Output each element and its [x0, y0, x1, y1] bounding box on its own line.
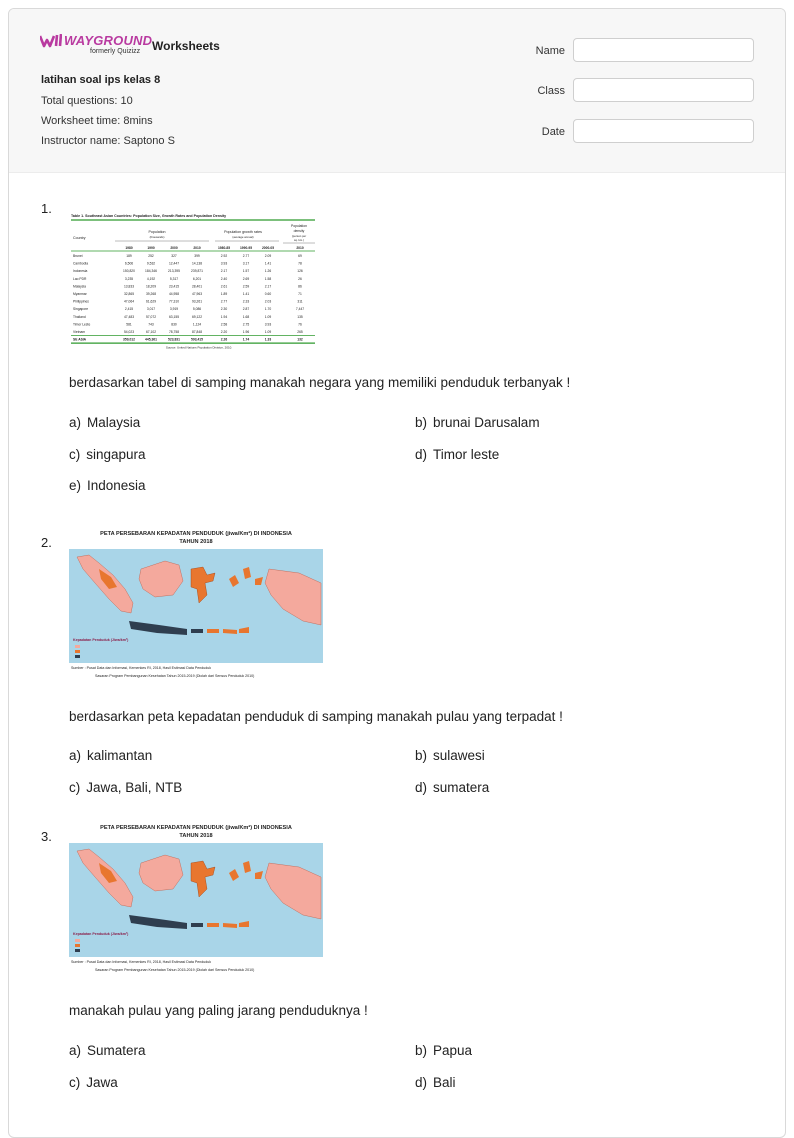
table-country: Indonesia	[73, 269, 88, 274]
table-cell: 150,820	[123, 269, 135, 274]
option-text: Malaysia	[87, 415, 141, 430]
table-cell: 78,758	[168, 330, 180, 334]
table-cell: 77,310	[168, 299, 180, 304]
table-cell: 2.40	[220, 276, 228, 281]
table-cell: 69	[298, 254, 302, 258]
table-year: 1980-85	[217, 246, 231, 250]
indonesia-density-map	[69, 823, 323, 975]
indonesia-density-map	[69, 529, 323, 681]
density-map-image	[69, 823, 323, 975]
question-number: 1.	[41, 201, 52, 216]
option-text: Jawa, Bali, NTB	[86, 780, 183, 795]
table-cell: 87,848	[191, 330, 203, 334]
legend-swatch	[75, 939, 80, 942]
table-cell: 311	[297, 299, 303, 304]
table-cell: 2.69	[242, 276, 250, 281]
table-year: 2010	[193, 246, 201, 250]
legend-title: Kepadatan Penduduk (Jiwa/km²)	[73, 932, 129, 936]
table-cell: 5,317	[169, 276, 179, 281]
option-a[interactable]	[69, 1043, 146, 1058]
table-cell: 189	[126, 254, 132, 258]
table-cell: 830	[171, 322, 177, 327]
map-source-1: Sumber : Pusat Data dan Informasi, Kemenkes RI, 2018, Hasil Estimasi Data Penduduk	[71, 960, 212, 964]
table-cell: 1.94	[220, 314, 228, 319]
table-cell: 5,086	[192, 307, 202, 312]
table-header: sq. km.)	[294, 238, 304, 242]
instructor-name: Instructor name: Saptono S	[41, 135, 175, 147]
date-label: Date	[541, 126, 565, 138]
class-label: Class	[537, 85, 565, 97]
option-text: sumatera	[433, 780, 490, 795]
option-c[interactable]	[69, 447, 146, 462]
table-cell: 26	[298, 276, 302, 281]
table-cell: 2.30	[220, 307, 228, 312]
map-subtitle: TAHUN 2018	[179, 539, 213, 545]
table-cell: 67,102	[145, 330, 157, 334]
table-country: Philippines	[73, 299, 89, 304]
table-cell: 28,401	[191, 284, 203, 289]
brand-logo	[40, 33, 153, 57]
date-field[interactable]	[573, 119, 754, 143]
option-c[interactable]	[69, 780, 182, 795]
question-text: berdasarkan tabel di samping manakah negara yang memiliki penduduk terbanyak !	[69, 375, 571, 390]
table-cell: 47,483	[123, 314, 135, 319]
population-table-image	[69, 209, 321, 355]
table-cell: 743	[148, 322, 154, 327]
table-cell: 1.26	[264, 269, 272, 274]
table-cell: 3,919	[169, 307, 179, 312]
table-cell: 93,261	[191, 299, 203, 304]
table-header: Population growth rates	[224, 230, 262, 234]
table-cell: 2.17	[220, 269, 228, 274]
table-cell: 1.41	[264, 261, 272, 266]
table-cell: 3,235	[124, 276, 134, 281]
option-letter: e)	[69, 478, 82, 493]
table-cell: 252	[148, 254, 154, 258]
table-country: Vietnam	[73, 330, 86, 334]
table-country: Brunei	[73, 254, 83, 258]
table-cell: 2.03	[264, 299, 272, 304]
option-text: Jawa	[86, 1075, 118, 1090]
table-total: SE ASIA	[73, 337, 87, 342]
legend-title: Kepadatan Penduduk (Jiwa/km²)	[73, 638, 129, 642]
table-total: 445,361	[145, 337, 157, 342]
table-cell: 3,017	[146, 307, 156, 312]
option-letter: a)	[69, 1043, 82, 1058]
option-d[interactable]	[415, 447, 499, 462]
table-cell: 265	[297, 330, 303, 334]
option-text: Sumatera	[87, 1043, 146, 1058]
worksheet-time: Worksheet time: 8mins	[41, 115, 153, 127]
option-letter: b)	[415, 415, 428, 430]
table-header: density	[293, 229, 305, 233]
option-d[interactable]	[415, 780, 489, 795]
table-cell: 135	[297, 314, 303, 319]
table-total: 2.26	[220, 337, 228, 342]
table-cell: 7,447	[295, 307, 305, 312]
table-total: 1.74	[242, 337, 250, 342]
table-title: Table 1. Southeast Asian Countries: Population Size, Growth Rates and Population Density	[71, 214, 227, 218]
table-cell: 18,209	[145, 284, 157, 289]
option-letter: c)	[69, 780, 81, 795]
table-cell: 39,268	[145, 292, 157, 296]
map-source-2: Sasaran Program Pembangunan Kesehatan Tahun 2015-2019 (Diolah dari Sensus Penduduk 2010)	[95, 968, 255, 972]
table-year: 1990-95	[239, 246, 253, 250]
table-source: Source: United Nations Population Division, 2010.	[165, 345, 233, 350]
table-cell: 2.77	[242, 254, 250, 258]
class-field[interactable]	[573, 78, 754, 102]
option-text: Papua	[433, 1043, 473, 1058]
table-year: 2000-05	[261, 246, 275, 250]
table-cell: 2.09	[264, 254, 272, 258]
map-source-1: Sumber : Pusat Data dan Informasi, Kemenkes RI, 2018, Hasil Estimasi Data Penduduk	[71, 666, 212, 670]
table-cell: 2.58	[220, 322, 228, 327]
density-map-image	[69, 529, 323, 681]
table-cell: 86	[298, 284, 302, 289]
table-header: (average annual)	[232, 235, 254, 239]
table-cell: 3.93	[220, 261, 228, 266]
table-cell: 581	[126, 322, 132, 327]
option-text: brunai Darusalam	[433, 415, 540, 430]
option-letter: a)	[69, 415, 82, 430]
option-b[interactable]	[415, 1043, 472, 1058]
option-letter: d)	[415, 1075, 428, 1090]
population-table	[69, 209, 321, 355]
table-cell: 1.96	[242, 330, 250, 334]
table-cell: 12,447	[168, 261, 180, 266]
brand-subtitle: formerly Quizizz	[90, 48, 141, 55]
option-text: kalimantan	[87, 748, 153, 763]
map-source-2: Sasaran Program Pembangunan Kesehatan Tahun 2015-2019 (Diolah dari Sensus Penduduk 2010)	[95, 674, 255, 678]
table-cell: 32,865	[123, 292, 135, 296]
table-cell: 239,871	[191, 269, 203, 274]
table-cell: 2.77	[220, 299, 228, 304]
table-total: 523,831	[168, 337, 180, 342]
option-letter: d)	[415, 447, 428, 462]
option-letter: b)	[415, 1043, 428, 1058]
legend-swatch	[75, 944, 80, 947]
option-letter: c)	[69, 447, 81, 462]
table-cell: 2.59	[242, 284, 250, 289]
table-cell: 23,415	[168, 284, 180, 289]
total-questions: Total questions: 10	[41, 95, 133, 107]
table-cell: 184,346	[145, 269, 157, 274]
table-cell: 61,629	[145, 299, 157, 304]
option-letter: c)	[69, 1075, 81, 1090]
name-label: Name	[535, 45, 565, 57]
table-country: Cambodia	[73, 261, 89, 266]
legend-swatch	[75, 655, 80, 658]
option-text: Bali	[433, 1075, 456, 1090]
table-cell: 1.41	[242, 292, 250, 296]
option-letter: a)	[69, 748, 82, 763]
option-text: singapura	[86, 447, 146, 462]
table-cell: 2.61	[220, 284, 228, 289]
brand-mark-icon	[40, 34, 62, 48]
question-text: berdasarkan peta kepadatan penduduk di samping manakah pulau yang terpadat !	[69, 709, 563, 724]
map-title: PETA PERSEBARAN KEPADATAN PENDUDUK (jiwa/Km²) DI INDONESIA	[100, 825, 292, 831]
table-header: (person per	[291, 234, 307, 238]
table-cell: 0.60	[264, 292, 272, 296]
question-number: 3.	[41, 829, 52, 844]
option-a[interactable]	[69, 748, 152, 763]
table-year: 2010	[296, 246, 304, 250]
map-title: PETA PERSEBARAN KEPADATAN PENDUDUK (jiwa/Km²) DI INDONESIA	[100, 531, 292, 537]
table-cell: 1.68	[242, 314, 250, 319]
option-text: Timor leste	[433, 447, 500, 462]
table-cell: 2.92	[220, 254, 228, 258]
table-header: Population	[290, 224, 308, 228]
table-country: Singapore	[73, 307, 89, 312]
table-cell: 1.09	[264, 314, 272, 319]
table-cell: 1.58	[264, 276, 272, 281]
table-cell: 76	[298, 322, 302, 327]
table-cell: 399	[194, 254, 200, 258]
option-a[interactable]	[69, 415, 140, 430]
worksheet-header	[9, 9, 785, 173]
table-total: 359,012	[123, 337, 135, 342]
option-text: Indonesia	[87, 478, 146, 493]
table-total: 593,415	[191, 337, 203, 342]
option-e[interactable]	[69, 478, 146, 493]
table-cell: 1.89	[220, 292, 228, 296]
table-cell: 13,833	[123, 284, 135, 289]
table-cell: 2.17	[264, 284, 272, 289]
table-cell: 2,415	[124, 307, 134, 312]
table-country: Lao PDR	[73, 276, 87, 281]
map-subtitle: TAHUN 2018	[179, 833, 213, 839]
table-cell: 213,395	[168, 269, 180, 274]
table-cell: 4,192	[146, 276, 156, 281]
table-cell: 54,023	[123, 330, 135, 334]
legend-swatch	[75, 949, 80, 952]
table-country: Myanmar	[73, 292, 87, 296]
legend-swatch	[75, 650, 80, 653]
table-cell: 44,958	[168, 292, 180, 296]
table-cell: 1,124	[192, 322, 202, 327]
table-header: Country	[73, 236, 86, 240]
product-name: Worksheets	[152, 39, 220, 53]
option-letter: d)	[415, 780, 428, 795]
table-cell: 1.09	[264, 330, 272, 334]
worksheet-title: latihan soal ips kelas 8	[41, 74, 161, 86]
brand-name: WAYGROUND	[64, 33, 153, 48]
table-cell: 71	[298, 292, 302, 296]
table-country: Timor Leste	[73, 322, 91, 327]
table-country: Malaysia	[73, 284, 87, 289]
table-year: 1990	[147, 246, 155, 250]
table-year: 1980	[125, 246, 133, 250]
table-cell: 2.75	[242, 322, 250, 327]
table-cell: 6,506	[124, 261, 134, 266]
option-letter: b)	[415, 748, 428, 763]
table-cell: 126	[297, 269, 303, 274]
table-cell: 6,201	[192, 276, 202, 281]
option-c[interactable]	[69, 1075, 118, 1090]
question-text: manakah pulau yang paling jarang penduduknya !	[69, 1003, 368, 1018]
table-country: Thailand	[73, 314, 86, 319]
table-cell: 69,122	[191, 314, 203, 319]
option-d[interactable]	[415, 1075, 456, 1090]
table-header: Population	[148, 230, 166, 234]
table-cell: 1.70	[264, 307, 272, 312]
table-cell: 78	[298, 261, 302, 266]
table-total: 1.33	[264, 337, 272, 342]
option-text: sulawesi	[433, 748, 485, 763]
table-cell: 1.57	[242, 269, 250, 274]
table-cell: 2.20	[220, 330, 228, 334]
question-number: 2.	[41, 535, 52, 550]
legend-swatch	[75, 645, 80, 648]
table-cell: 9,532	[146, 261, 156, 266]
table-cell: 57,072	[145, 314, 157, 319]
table-header: (thousands)	[149, 235, 165, 239]
option-b[interactable]	[415, 415, 540, 430]
table-cell: 2.33	[242, 299, 250, 304]
table-cell: 327	[171, 254, 177, 258]
table-year: 2000	[170, 246, 178, 250]
table-cell: 3.93	[264, 322, 272, 327]
table-cell: 47,064	[123, 299, 135, 304]
table-cell: 3.17	[242, 261, 250, 266]
table-cell: 14,138	[191, 261, 203, 266]
table-total: 132	[297, 337, 303, 342]
table-cell: 2.87	[242, 307, 250, 312]
name-field[interactable]	[573, 38, 754, 62]
table-cell: 63,155	[168, 314, 180, 319]
worksheet	[8, 8, 786, 1138]
option-b[interactable]	[415, 748, 485, 763]
table-cell: 47,963	[191, 292, 203, 296]
